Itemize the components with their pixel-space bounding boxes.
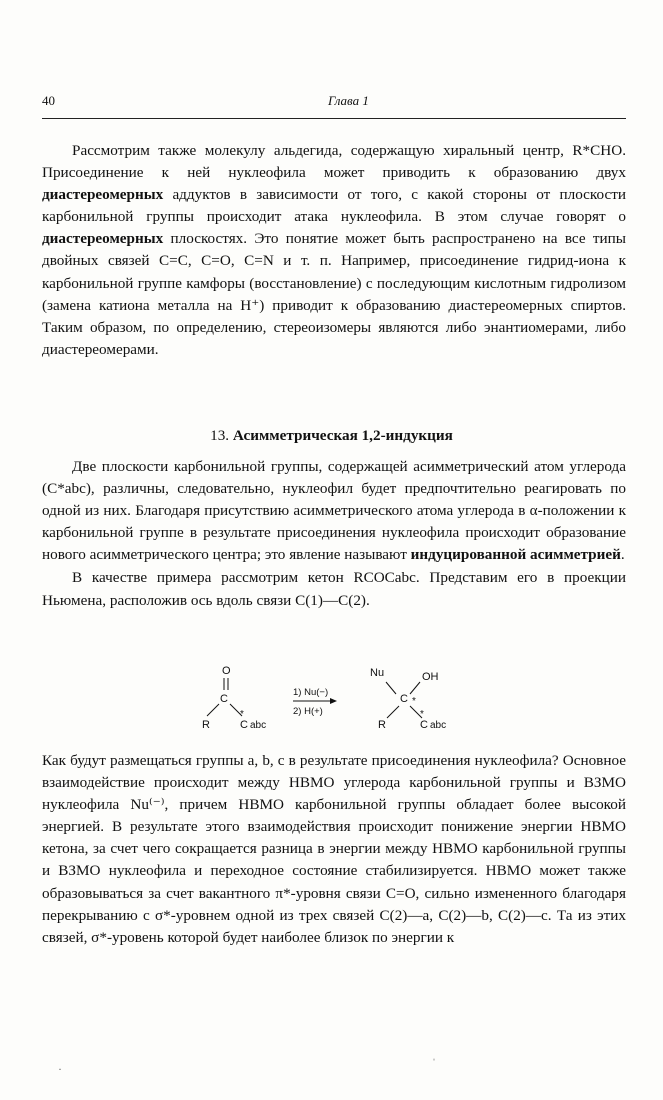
page-number: 40 [42, 93, 55, 108]
term-diastereomeric: диастереомерных [42, 186, 164, 204]
section-heading [0, 426, 663, 446]
ketone-c2: C [240, 719, 248, 731]
section-title: Асимметрическая 1,2-индукция [232, 427, 453, 444]
text-block-bottom [42, 750, 626, 949]
arrow-step-1: 1) Nu(−) [293, 687, 329, 698]
term-induced-asymmetry: индуцированной асимметрией [410, 546, 621, 564]
formula-ketone: RCOCabc [353, 569, 416, 587]
ketone-star: * [240, 709, 244, 720]
bond-c-r [207, 704, 219, 716]
paragraph-planes: Две плоскости карбонильной группы, содержащей асимметрический атом углерода (C*abc), различны, следовательно, нуклеофил будет предпочтительно реагировать по одной из них. Благодаря присутствию асимметрического атома углерода в α-положении к карбонильной группе в результате присоединения нуклеофила происходит образование нового асимметрического центра; это явление называют индуцированной асимметрией. [42, 458, 626, 564]
text-block-top [42, 140, 626, 361]
paragraph-aldehyde: Рассмотрим также молекулу альдегида, содержащую хиральный центр, R*CHO. Присоединение к ней нуклеофила может приводить к образованию двух диастереомерных аддуктов в зависимости от того, с какой стороны от плоскости карбонильной группы происходит атака нуклеофила. В этом случае говорят о диастереомерных плоскостях. Это понятие может быть распространено на все типы двойных связей C=C, C=O, C=N и т. п. Например, присоединение гидрид-иона к карбонильной группе камфоры (восстановление) с последующим кислотным гидролизом (замена катиона металла на H⁺) приводит к образованию диастереомерных спиртов. Таким образом, по определению, стереоизомеры являются либо энантиомерами, либо диастереомерами. [42, 142, 626, 358]
paragraph-example: В качестве примера рассмотрим кетон RCOCabc. Представим его в проекции Ньюмена, расположив ось вдоль связи C(1)—C(2). [42, 569, 626, 609]
section-number: 13. [210, 427, 230, 444]
ketone-carbon: C [220, 693, 228, 705]
bond-c-oh [410, 682, 420, 694]
product-nu: Nu [370, 667, 385, 679]
term-diastereomeric-planes: диастереомерных [42, 230, 164, 248]
product-star: * [412, 696, 416, 707]
product-r: R [378, 719, 386, 731]
reaction-scheme [190, 664, 480, 734]
ketone-abc: abc [250, 720, 267, 731]
bond-c-r-product [387, 706, 399, 718]
arrow-step-2: 2) H(+) [293, 706, 323, 717]
ketone-oxygen: O [222, 665, 231, 677]
bond-c-nu [386, 682, 396, 694]
ketone-r: R [202, 719, 210, 731]
text-block-middle [42, 456, 626, 612]
header-rule [42, 118, 626, 119]
formula-c-abc: C*abc [47, 480, 86, 498]
product-carbon: C [400, 693, 408, 705]
product-abc: abc [430, 720, 447, 731]
print-speck: · [58, 1062, 62, 1076]
reaction-arrowhead [330, 698, 337, 704]
product-oh: OH [422, 671, 439, 683]
paragraph-orbitals: Как будут размещаться группы a, b, c в результате присоединения нуклеофила? Основное взаимодействие происходит между НВМО углерода карбонильной группы и ВЗМО нуклеофила Nu⁽⁻⁾, причем НВМО карбонильной группы обладает более высокой энергией. В результате этого взаимодействия происходит понижение энергии НВМО кетона, за счет чего сокращается разница в энергии между НВМО карбонильной группы и ВЗМО нуклеофила и переходное состояние стабилизируется. НВМО может также образовываться за счет вакантного π*-уровня связи C=O, сильно измененного благодаря перекрыванию с σ*-уровнем одной из трех связей C(2)—a, C(2)—b, C(2)—c. Та из этих связей, σ*-уровень которой будет наиболее близок по энергии к [42, 752, 626, 946]
product-c2: C [420, 719, 428, 731]
print-speck: ˈ [432, 1056, 436, 1070]
chapter-title: Глава 1 [328, 93, 369, 108]
product-star-2: * [420, 709, 424, 720]
